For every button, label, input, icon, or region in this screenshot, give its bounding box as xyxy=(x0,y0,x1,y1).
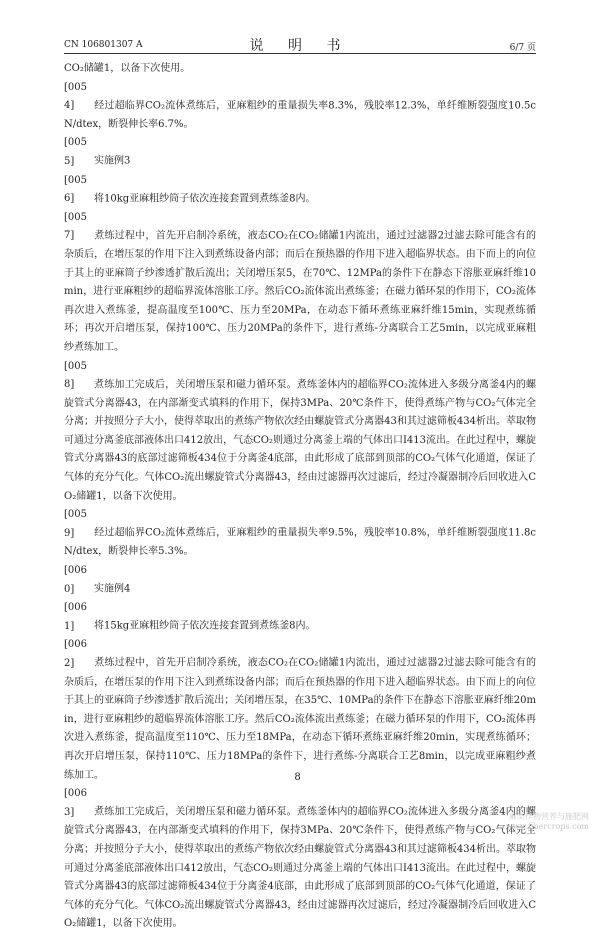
paragraph-number: [0054] xyxy=(64,81,87,112)
paragraph-text: 经过超临界CO₂流体煮练后，亚麻粗纱的重量损失率9.5%，残胶率10.8%，单纤维断裂强度11.8cN/dtex，断裂伸长率5.3%。 xyxy=(64,527,536,558)
doc-number: CN 106801307 A xyxy=(64,40,143,50)
paragraph-0056 xyxy=(64,172,536,209)
paragraph-number: [0057] xyxy=(64,211,87,242)
paragraph-0057 xyxy=(64,209,536,358)
watermark-line-2: www.fibercrops.com xyxy=(506,822,589,831)
paragraph-number: [0060] xyxy=(64,565,87,595)
paragraph-number: [0058] xyxy=(64,360,87,391)
paragraph-0059 xyxy=(64,506,536,562)
paragraph-number: [0059] xyxy=(64,509,87,539)
header-divider xyxy=(64,53,536,54)
paragraph-text: 将15kg亚麻粗纱筒子依次连接套置到煮练釜8内。 xyxy=(94,620,316,632)
paragraph-number: [0063] xyxy=(64,788,87,818)
paragraph-number: [0056] xyxy=(64,174,87,205)
watermark-line-1: 麻类作物营养与施肥网 xyxy=(509,812,589,821)
paragraph-text: 实施例4 xyxy=(94,583,131,595)
paragraph-number: [0062] xyxy=(64,639,87,669)
paragraph-continuation: CO₂储罐1，以备下次使用。 xyxy=(64,63,191,74)
paragraph-0062 xyxy=(64,636,536,785)
paragraph-text: 将10kg亚麻粗纱筒子依次连接套置到煮练釜8内。 xyxy=(94,193,316,205)
page-header xyxy=(64,34,536,54)
paragraph-0060 xyxy=(64,562,536,599)
paragraph-number: [0061] xyxy=(64,602,87,632)
paragraph-number: [0055] xyxy=(64,137,87,167)
page-number: 8 xyxy=(294,772,301,783)
paragraph-0063 xyxy=(64,785,536,934)
paragraph-text: 煮练加工完成后，关闭增压泵和磁力循环泵。煮练釜体内的超临界CO₂流体进入多级分离釜4内的螺旋管式分离器43，在内部渐变式填料的作用下，保持3MPa、20℃条件下，使得煮练产物与CO₂气体完全分离；并按照分子大小，使得萃取出的煮练产物依次经由螺旋管式分离器43和其过滤筛板434析出。萃取物可通过分离釜底部液体出口412放出，气态CO₂则通过分离釜上端的气体出口I413流出。在此过程中，螺旋管式分离器43的底部过滤筛板434位于分离釜4底部，由此形成了底部到顶部的CO₂气体气化通道，保证了气体的充分气化。气体CO₂流出螺旋管式分离器43，经由过滤器再次过滤后，经过冷凝器制冷后回收进入CO₂储罐1，以备下次使用。 xyxy=(64,379,536,502)
page-ratio: 6/7 页 xyxy=(509,43,536,53)
paragraph-0055 xyxy=(64,134,536,171)
paragraph-text: 煮练过程中，首先开启制冷系统，液态CO₂在CO₂储罐1内流出，通过过滤器2过滤去除可能含有的杂质后，在增压泵的作用下注入到煮练设备内部；而后在预热器的作用下进入超临界状态。由下而上的向位于其上的亚麻筒子纱渗透扩散后流出；关闭增压泵5，在70℃、12MPa的条件下在静态下溶胀亚麻纤维10min，进行亚麻粗纱的超临界流体溶胀工序。然后CO₂流体流出煮练釜；在磁力循环泵的作用下，CO₂流体再次进入煮练釜，提高温度至100℃、压力至20MPa，在动态下循环煮练亚麻纤维15min，实现煮练循环；再次开启增压泵，保持100℃、压力20MPa的条件下，进行煮练-分离联合工艺5min，以完成亚麻粗纱煮练加工。 xyxy=(64,230,536,353)
document-body xyxy=(64,60,536,934)
paragraph-0054 xyxy=(64,79,536,135)
paragraph-text: 实施例3 xyxy=(94,155,131,167)
site-watermark xyxy=(506,812,589,832)
paragraph-0061 xyxy=(64,599,536,636)
paragraph-text: 经过超临界CO₂流体煮练后，亚麻粗纱的重量损失率8.3%，残胶率12.3%，单纤维断裂强度10.5cN/dtex，断裂伸长率6.7%。 xyxy=(64,100,536,130)
paragraph-0058 xyxy=(64,358,536,507)
paragraph-text: 煮练加工完成后，关闭增压泵和磁力循环泵。煮练釜体内的超临界CO₂流体进入多级分离釜4内的螺旋管式分离器43，在内部渐变式填料的作用下，保持3MPa、20℃条件下，使得煮练产物与CO₂气体完全分离；并按照分子大小，使得萃取出的煮练产物依次经由螺旋管式分离器43和其过滤筛板434析出。萃取物可通过分离釜底部液体出口412放出，气态CO₂则通过分离釜上端的气体出口I413流出。在此过程中，螺旋管式分离器43的底部过滤筛板434位于分离釜4底部，由此形成了底部到顶部的CO₂气体气化通道，保证了气体的充分气化。气体CO₂流出螺旋管式分离器43，经由过滤器再次过滤后，经过冷凝器制冷后回收进入CO₂储罐1，以备下次使用。 xyxy=(64,806,536,930)
page-title: 说 明 书 xyxy=(249,38,351,54)
paragraph-text: 煮练过程中，首先开启制冷系统，液态CO₂在CO₂储罐1内流出，通过过滤器2过滤去除可能含有的杂质后，在增压泵的作用下注入到煮练设备内部；而后在预热器的作用下进入超临界状态。由下而上的向位于其上的亚麻筒子纱渗透扩散后流出；关闭增压泵，在35℃、10MPa的条件下在静态下溶胀亚麻纤维20min，进行亚麻粗纱的超临界流体溶胀工序。然后CO₂流体流出煮练釜；在磁力循环泵的作用下，CO₂流体再次进入煮练釜，提高温度至110℃、压力至18MPa，在动态下循环煮练亚麻纤维20min，实现煮练循环；再次开启增压泵，保持110℃、压力18MPa的条件下，进行煮练-分离联合工艺8min，以完成亚麻粗纱煮练加工。 xyxy=(64,658,536,781)
